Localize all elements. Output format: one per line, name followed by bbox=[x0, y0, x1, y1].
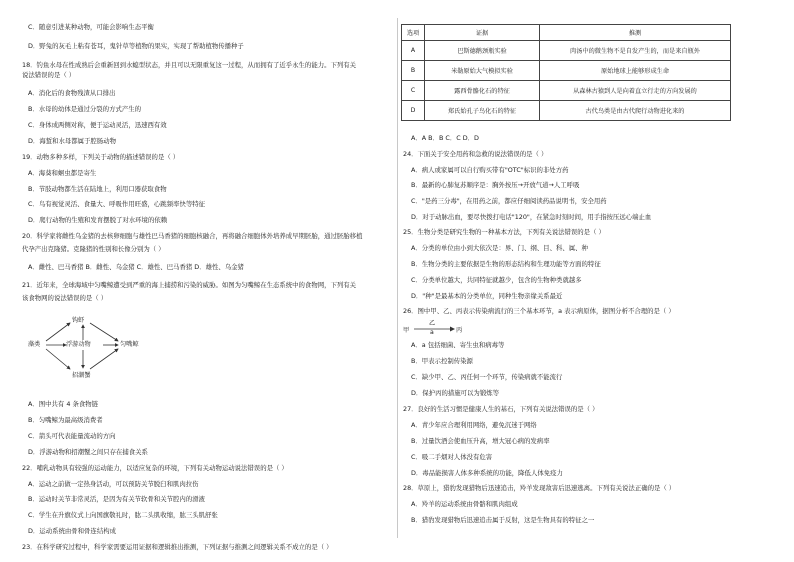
question-line: C．随意引进某种动物，可能会影响生态平衡 bbox=[28, 23, 154, 31]
table-cell: 原始地球上能够形成生命 bbox=[540, 61, 731, 81]
table-cell: 肉汤中的微生物不是自发产生的，而是来自瓶外 bbox=[540, 41, 731, 61]
flow-end: 丙 bbox=[456, 327, 463, 334]
question-line: D．保护丙的措施可以为锻炼等 bbox=[411, 389, 499, 397]
transmission-flow-diagram bbox=[403, 322, 473, 336]
node-zooplankton: 浮游动物 bbox=[66, 341, 91, 348]
question-line: A．青少年应合理利用网络，避免沉迷于网络 bbox=[411, 421, 537, 429]
question-line: A．消化后的食物残渣从口排出 bbox=[28, 89, 116, 97]
question-line: A．羚羊的运动系统由骨骼和肌肉组成 bbox=[411, 500, 518, 508]
question-line: B．甲表示控制传染源 bbox=[411, 357, 473, 365]
node-whale: 匀嘴鲸 bbox=[120, 341, 139, 348]
node-crab: 招潮蟹 bbox=[72, 372, 91, 379]
node-shrimp: 钩虾 bbox=[72, 317, 85, 324]
question-line: A．运动之前做一定热身活动，可以预防关节脱臼和肌肉拉伤 bbox=[28, 480, 199, 488]
table-row bbox=[402, 41, 731, 61]
question-line: D．爬行动物的生殖和发育摆脱了对水环境的依赖 bbox=[28, 216, 168, 224]
table-row bbox=[402, 81, 731, 101]
question-line: D．"种"是最基本的分类单位，同种生物亲缘关系最近 bbox=[411, 292, 563, 300]
question-line: C．吸二手烟对人体没有危害 bbox=[411, 453, 493, 461]
question-line: A．分类的单位由小到大依次是：界、门、纲、目、科、属、种 bbox=[411, 244, 588, 252]
question-line: 22．哺乳动物具有较强的运动能力，以适应复杂的环境，下列有关动物运动说法错误的是（ ） bbox=[22, 464, 288, 472]
table-cell: 郑氏始孔子鸟化石的特征 bbox=[425, 101, 540, 121]
question-line: B．过量饮酒会使血压升高，增大冠心病的发病率 bbox=[411, 437, 550, 445]
question-line: C．身体成两侧对称，便于运动灵活，迅速西有效 bbox=[28, 121, 167, 129]
question-line: C．缺少甲、乙、丙任何一个环节，传染病就不能流行 bbox=[411, 373, 563, 381]
table-row bbox=[402, 101, 731, 121]
question-line: D．野兔的灰毛上粘有苍耳，鬼针草等植物的果实，实现了帮助植物传播种子 bbox=[28, 42, 244, 50]
question-line: 28．草原上，猎豹发现猎物后迅速追击，羚羊发现敌害后迅速逃离。下列有关说法正确的是（ ） bbox=[403, 484, 676, 492]
table-cell: 古代鸟类是由古代爬行动物进化来的 bbox=[540, 101, 731, 121]
table-header: 推测 bbox=[540, 25, 731, 41]
question-line: C．箭头可代表能量流动的方向 bbox=[28, 432, 116, 440]
question-line: 21．近年来，全球海域中匀嘴鲸遭受到严重的海上捕捞和污染的威胁。如图为匀嘴鲸在生态系统中的食物网，下列有关 bbox=[22, 281, 357, 289]
question-line: D．海蜇和水母都属于腔肠动物 bbox=[28, 137, 116, 145]
table-cell: C bbox=[402, 81, 425, 101]
question-line: D．对于动脉出血，要尽快拨打电话"120"，在紧急时刻时间，用手指按压远心端止血 bbox=[411, 213, 652, 221]
question-line: B．最新的心肺复苏顺序是：胸外按压→开放气道→人工呼吸 bbox=[411, 181, 580, 189]
question-line: D．毒品能损害人体多种系统的功能，降低人体免疫力 bbox=[411, 469, 563, 477]
question-line: 25．生物分类是研究生物的一种基本方法，下列有关说法错误的是（ ） bbox=[403, 228, 605, 236]
question-line: 19．动物多种多样，下列关于动物的描述错误的是（ ） bbox=[22, 153, 180, 161]
column-divider bbox=[397, 18, 398, 538]
table-cell: D bbox=[402, 101, 425, 121]
table-row bbox=[402, 61, 731, 81]
question-line: 该食物网的说法错误的是（ ） bbox=[22, 294, 108, 302]
food-web-diagram bbox=[28, 313, 168, 393]
question-line: 27．良好的生活习惯是健康人生的基石，下列有关说法错误的是（ ） bbox=[403, 405, 599, 413]
question-line: 18．钓鱼水母在性成熟后会重新回到水螅型状态，并且可以无限重复这一过程，从而拥有了近乎永生的能力。下列有关 bbox=[22, 61, 357, 69]
question-line: A．病人或家属可以自行购买带有"OTC"标识的非处方药 bbox=[411, 166, 569, 174]
flow-start: 甲 bbox=[403, 327, 410, 334]
flow-sub-label: a bbox=[430, 329, 434, 336]
table-cell: 露西骨骼化石的特征 bbox=[425, 81, 540, 101]
evidence-table bbox=[401, 24, 731, 121]
question-line: B．运动时关节非常灵活，是因为有关节软骨和关节腔内的滑液 bbox=[28, 495, 205, 503]
question-line: A．a 包括细菌、寄生虫和病毒等 bbox=[411, 341, 505, 349]
flow-arrow-label: 乙 bbox=[429, 320, 436, 327]
table-cell: 米勒原始大气模拟实验 bbox=[425, 61, 540, 81]
question-line: B．水母的幼体是通过分裂的方式产生的 bbox=[28, 105, 142, 113]
question-line: C．鸟有视觉灵活、食量大、呼吸作用旺盛，心跳频率快等特征 bbox=[28, 200, 206, 208]
flow-arrow bbox=[412, 322, 462, 336]
question-line: A．海葵和蛔虫都是寄生 bbox=[28, 169, 97, 177]
question-line: A．雌性、巴马香猪 B．雌性、乌金猪 C．雄性、巴马香猪 D．雄性、乌金猪 bbox=[28, 263, 244, 271]
table-header: 选项 bbox=[402, 25, 425, 41]
question-line: A．A B．B C．C D．D bbox=[411, 134, 479, 142]
food-web-arrows bbox=[28, 313, 168, 393]
question-line: 24．下面关于安全用药和急救的说法错误的是（ ） bbox=[403, 150, 548, 158]
question-line: C．学生在升旗仪式上向国旗敬礼时，肱二头肌收缩，肱三头肌舒张 bbox=[28, 511, 218, 519]
question-line: D．浮游动物和招潮蟹之间只存在捕食关系 bbox=[28, 448, 148, 456]
question-line: B．猎豹发现猎物后迅速追击属于反射，这是生物具有的特征之一 bbox=[411, 516, 595, 524]
question-line: 26．图中甲、乙、丙表示传染病流行的三个基本环节，a 表示病原体，据图分析不合理的是（ ） bbox=[403, 307, 675, 315]
table-cell: 巴斯德鹅颈瓶实验 bbox=[425, 41, 540, 61]
table-cell: B bbox=[402, 61, 425, 81]
question-line: B．节肢动物都生活在陆地上，利用口器获取食物 bbox=[28, 185, 167, 193]
question-line: B．生物分类的主要依据是生物的形态结构和生理功能等方面的特征 bbox=[411, 260, 601, 268]
question-line: 代孕产出克隆猪。克隆猪的性别和长像分别为（ ） bbox=[22, 245, 165, 253]
table-header: 证据 bbox=[425, 25, 540, 41]
question-line: 23．在科学研究过程中，科学家需要运用证据和逻辑推出推测，下列证据与推测之间逻辑关系不成立的是（ ） bbox=[22, 543, 333, 551]
question-line: 说法错误的是（ ） bbox=[22, 71, 76, 79]
table-cell: A bbox=[402, 41, 425, 61]
question-line: C．分类单位越大，共同特征就越少，包含的生物种类就越多 bbox=[411, 276, 582, 284]
question-line: 20．科学家将雌性乌金猪的去核卵细胞与雄性巴马香猪的细胞核融合，再将融合细胞体外培养成早期胚胎，通过胚胎移植 bbox=[22, 232, 363, 240]
question-line: D．运动系统由骨和骨连结构成 bbox=[28, 527, 116, 535]
question-line: C．"是药三分毒"，在用药之前，都应仔细阅读药品说明书，安全用药 bbox=[411, 197, 607, 205]
question-line: A．图中共有 4 条食物链 bbox=[28, 400, 99, 408]
table-cell: 从森林古猿到人是向着直立行走的方向发展的 bbox=[540, 81, 731, 101]
question-line: B．匀嘴鲸为最高级消费者 bbox=[28, 416, 103, 424]
node-algae: 藻类 bbox=[28, 341, 41, 348]
table-header-row bbox=[402, 25, 731, 41]
